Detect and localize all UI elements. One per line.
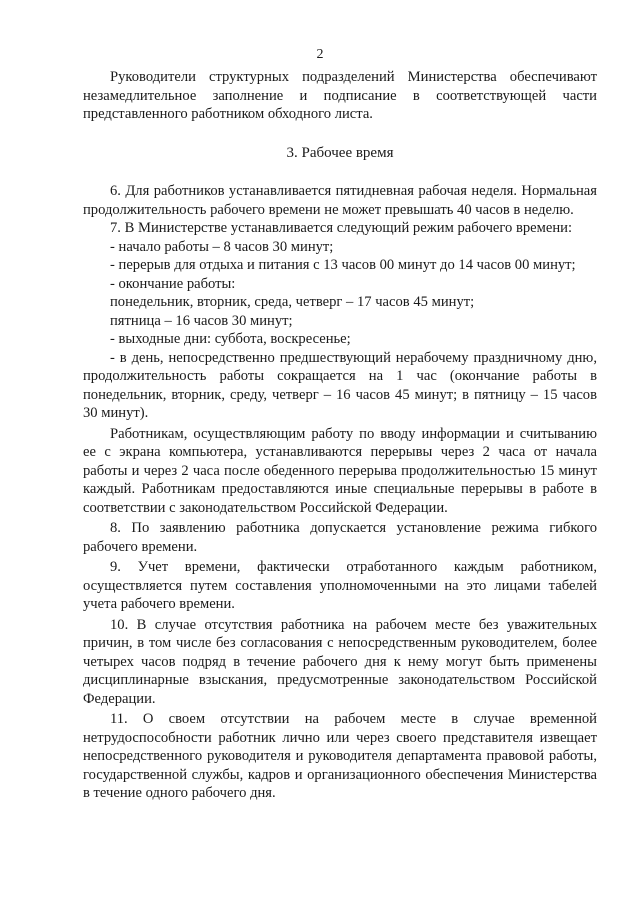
- paragraph-8: 8. По заявлению работника допускается установление режима гибкого рабочего времени.: [83, 520, 597, 555]
- schedule-break: - перерыв для отдыха и питания с 13 часов 00 минут до 14 часов 00 минут;: [110, 257, 576, 273]
- schedule-end-label: - окончание работы:: [110, 275, 236, 292]
- document-body: [83, 68, 597, 803]
- paragraph-9: 9. Учет времени, фактически отработанного каждым работником, осуществляется путем составления уполномоченными на это лицами табелей учета рабочего времени.: [83, 559, 597, 612]
- schedule-days-off: - выходные дни: суббота, воскресенье;: [110, 331, 351, 347]
- schedule-pre-holiday: - в день, непосредственно предшествующий нерабочему праздничному дню, продолжительность работы сокращается на 1 час (окончание работы в понедельник, вторник, среду, четверг – 16 часов 45 минут; в пятницу – 15 часов 30 минут).: [83, 349, 597, 421]
- paragraph-breaks: Работникам, осуществляющим работу по вводу информации и считыванию ее с экрана компьютера, устанавливаются перерывы через 2 часа от начала работы и через 2 часа после обеденного перерыва продолжительностью 15 минут каждый. Работникам предоставляются иные специальные перерывы в работе в соответствии с законодательством Российской Федерации.: [83, 425, 597, 516]
- schedule-start: - начало работы – 8 часов 30 минут;: [110, 238, 334, 255]
- page-number: 2: [316, 47, 324, 62]
- paragraph-11: 11. О своем отсутствии на рабочем месте в случае временной нетрудоспособности работник лично или через своего представителя извещает непосредственного руководителя и руководителя департамента правовой работы, государственной службы, кадров и организационного обеспечения Министерства в течение одного рабочего дня.: [83, 711, 597, 801]
- paragraph-6: 6. Для работников устанавливается пятидневная рабочая неделя. Нормальная продолжительность рабочего времени не может превышать 40 часов в неделю.: [83, 183, 597, 218]
- paragraph-7-lead: 7. В Министерстве устанавливается следующий режим рабочего времени:: [110, 220, 573, 236]
- section-heading: 3. Рабочее время: [286, 144, 394, 161]
- schedule-end-fri: пятница – 16 часов 30 минут;: [110, 312, 293, 329]
- paragraph-10: 10. В случае отсутствия работника на рабочем месте без уважительных причин, в том числе без согласования с непосредственным руководителем, более четырех часов подряд в течение рабочего дня к нему могут быть применены дисциплинарные взыскания, предусмотренные законодательством Российской Федерации.: [83, 616, 597, 707]
- intro-paragraph: Руководители структурных подразделений Министерства обеспечивают незамедлительное заполнение и подписание в соответствующей части представленного работником обходного листа.: [83, 69, 597, 122]
- schedule-end-mon-thu: понедельник, вторник, среда, четверг – 17 часов 45 минут;: [110, 294, 475, 310]
